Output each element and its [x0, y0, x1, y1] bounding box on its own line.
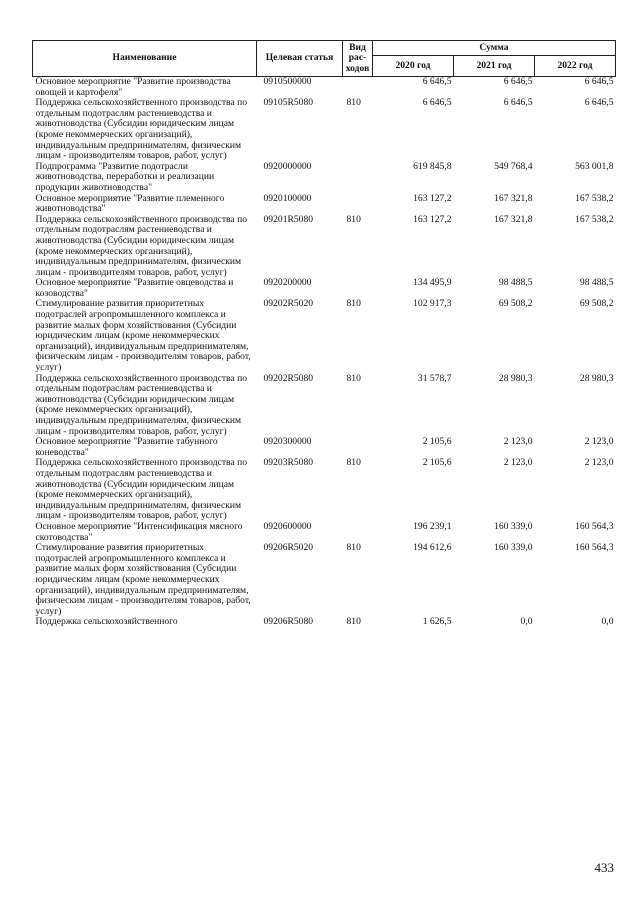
table-row	[33, 278, 616, 299]
row-amount-2021: 98 488,5	[498, 277, 533, 289]
row-expense-type	[343, 278, 373, 299]
table-row	[33, 543, 616, 617]
row-target-code: 09206R5020	[263, 542, 314, 554]
row-amount-2021: 6 646,5	[503, 97, 533, 109]
table-body	[33, 77, 616, 628]
row-amount-2021: 2 123,0	[503, 457, 533, 469]
row-target-code: 0910500000	[263, 76, 312, 87]
row-amount-2020: 196 239,1	[413, 520, 452, 532]
row-name: Поддержка сельскохозяйственного производства по отдельным подотраслям растениеводства и животноводства (Субсидии юридическим лицам (кроме некоммерческих организаций), индивидуальным предпринимателям, физическим лицам - производителям товаров, работ, услуг)	[35, 457, 248, 522]
row-target-code: 09105R5080	[263, 97, 314, 109]
table-row	[33, 522, 616, 543]
row-amount-2022: 6 646,5	[584, 76, 614, 87]
row-expense-type	[343, 522, 373, 543]
row-expense-type: 810	[346, 372, 361, 384]
row-amount-2021: 28 980,3	[498, 372, 533, 384]
row-name: Подпрограмма "Развитие подотрасли животноводства, переработки и реализации продукции животноводства"	[35, 160, 215, 193]
row-amount-2020: 194 612,6	[413, 542, 452, 554]
row-amount-2020: 2 105,6	[422, 436, 452, 448]
row-amount-2022: 98 488,5	[579, 277, 614, 289]
header-name: Наименование	[33, 41, 257, 77]
row-name: Основное мероприятие "Развитие овцеводства и козоводства"	[35, 277, 234, 299]
table-row	[33, 617, 616, 628]
row-amount-2020: 2 105,6	[422, 457, 452, 469]
row-name: Основное мероприятие "Развитие табунного коневодства"	[35, 436, 218, 458]
row-expense-type: 810	[346, 97, 361, 109]
budget-table-page	[32, 40, 616, 628]
row-target-code: 0920100000	[263, 192, 312, 204]
row-amount-2022: 69 508,2	[579, 298, 614, 310]
row-target-code: 09206R5080	[263, 616, 314, 628]
row-amount-2021: 549 768,4	[494, 160, 533, 172]
row-expense-type	[343, 162, 373, 194]
table-row	[33, 458, 616, 522]
row-expense-type: 810	[346, 542, 361, 554]
row-name: Поддержка сельскохозяйственного производства по отдельным подотраслям растениеводства и животноводства (Субсидии юридическим лицам (кроме некоммерческих организаций), индивидуальным предпринимателям, физическим лицам - производителям товаров, работ, услуг)	[35, 97, 248, 162]
row-expense-type: 810	[346, 298, 361, 310]
row-target-code: 0920300000	[263, 436, 312, 448]
row-amount-2021: 167 321,8	[494, 192, 533, 204]
row-amount-2022: 28 980,3	[579, 372, 614, 384]
budget-table	[32, 40, 616, 628]
row-amount-2021: 6 646,5	[503, 76, 533, 87]
row-name: Поддержка сельскохозяйственного производства по отдельным подотраслям растениеводства и животноводства (Субсидии юридическим лицам (кроме некоммерческих организаций), индивидуальным предпринимателям, физическим лицам - производителям товаров, работ, услуг)	[35, 372, 248, 437]
row-target-code: 09203R5080	[263, 457, 314, 469]
row-amount-2020: 6 646,5	[422, 97, 452, 109]
row-amount-2020: 102 917,3	[413, 298, 452, 310]
table-row	[33, 77, 616, 99]
table-row	[33, 437, 616, 458]
row-expense-type	[343, 194, 373, 215]
row-amount-2020: 163 127,2	[413, 213, 452, 225]
row-name: Поддержка сельскохозяйственного	[35, 616, 178, 628]
row-expense-type	[343, 437, 373, 458]
row-amount-2020: 6 646,5	[422, 76, 452, 87]
row-target-code: 09201R5080	[263, 213, 314, 225]
row-name: Основное мероприятие "Интенсификация мясного скотоводства"	[35, 520, 243, 543]
row-amount-2020: 134 495,9	[413, 277, 452, 289]
row-amount-2022: 160 564,3	[575, 520, 614, 532]
row-amount-2021: 69 508,2	[498, 298, 533, 310]
row-amount-2021: 167 321,8	[494, 213, 533, 225]
table-row	[33, 194, 616, 215]
row-amount-2022: 2 123,0	[584, 436, 614, 448]
row-target-code: 0920200000	[263, 277, 312, 289]
row-target-code: 0920000000	[263, 160, 312, 172]
row-amount-2021: 160 339,0	[494, 520, 533, 532]
row-amount-2020: 31 578,7	[417, 372, 452, 384]
row-expense-type: 810	[346, 616, 361, 628]
row-name: Стимулирование развития приоритетных подотраслей агропромышленного комплекса и развитие малых форм хозяйствования (Субсидии юридическим лицам (кроме некоммерческих организаций), индивидуальным предпринимателям, физическим лицам - производителям товаров, работ, услуг)	[35, 298, 251, 374]
row-name: Основное мероприятие "Развитие производства овощей и картофеля"	[35, 76, 231, 98]
row-expense-type: 810	[346, 213, 361, 225]
row-amount-2020: 619 845,8	[413, 160, 452, 172]
row-expense-type: 810	[346, 457, 361, 469]
row-amount-2021: 0,0	[520, 616, 533, 628]
row-amount-2021: 2 123,0	[503, 436, 533, 448]
header-vid: Вид рас-ходов	[343, 41, 373, 77]
table-row	[33, 299, 616, 373]
header-code: Целевая статья	[257, 41, 343, 77]
row-amount-2022: 160 564,3	[575, 542, 614, 554]
row-amount-2022: 563 001,8	[575, 160, 614, 172]
table-row	[33, 162, 616, 194]
table-row	[33, 215, 616, 279]
table-header	[33, 41, 616, 77]
row-amount-2022: 2 123,0	[584, 457, 614, 469]
row-amount-2022: 6 646,5	[584, 97, 614, 109]
page-number: 433	[594, 860, 614, 875]
row-target-code: 0920600000	[263, 520, 312, 532]
row-target-code: 09202R5020	[263, 298, 314, 310]
table-row	[33, 98, 616, 162]
row-amount-2020: 1 626,5	[422, 616, 452, 628]
row-amount-2022: 167 538,2	[575, 192, 614, 204]
row-name: Поддержка сельскохозяйственного производства по отдельным подотраслям растениеводства и животноводства (Субсидии юридическим лицам (кроме некоммерческих организаций), индивидуальным предпринимателям, физическим лицам - производителям товаров, работ, услуг)	[35, 213, 248, 278]
header-year-2021: 2021 год	[454, 56, 535, 77]
row-amount-2021: 160 339,0	[494, 542, 533, 554]
row-amount-2022: 0,0	[601, 616, 614, 628]
header-year-2022: 2022 год	[535, 56, 616, 77]
table-row	[33, 374, 616, 438]
row-name: Стимулирование развития приоритетных подотраслей агропромышленного комплекса и развитие малых форм хозяйствования (Субсидии юридическим лицам (кроме некоммерческих организаций), индивидуальным предпринимателям, физическим лицам - производителям товаров, работ, услуг)	[35, 542, 251, 617]
row-name: Основное мероприятие "Развитие племенного животноводства"	[35, 192, 225, 215]
row-amount-2020: 163 127,2	[413, 192, 452, 204]
row-target-code: 09202R5080	[263, 372, 314, 384]
header-sum: Сумма	[373, 41, 616, 56]
row-amount-2022: 167 538,2	[575, 213, 614, 225]
row-expense-type	[343, 77, 373, 99]
header-year-2020: 2020 год	[373, 56, 454, 77]
